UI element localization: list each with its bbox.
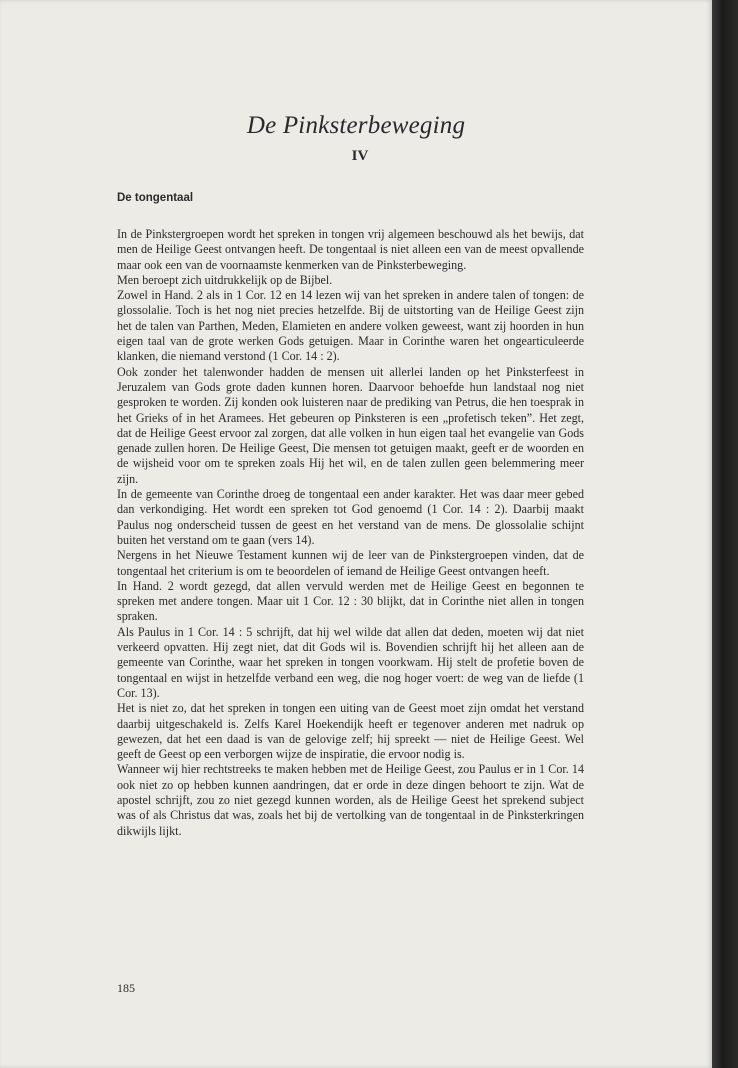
page-title: De Pinksterbeweging [246,112,466,139]
paragraph: Ook zonder het talenwonder hadden de mensen uit allerlei landen op het Pinksterfeest in Jeruzalem van Gods grote daden kunnen horen. Daarvoor behoefde hun landstaal nog niet gesproken te worden. Zij konden ook luisteren naar de prediking van Petrus, die hen toesprak in het Grieks of in het Aramees. Het gebeuren op Pinksteren is een „profetisch teken”. Het zegt, dat de Heilige Geest ervoor zal zorgen, dat alle volken in hun eigen taal het evangelie van Gods genade zullen horen. De Heilige Geest, Die mensen tot getuigen maakt, geeft er de woorden en de wijsheid voor om te spreken zoals Hij het wil, en de talen zullen geen belemmering meer zijn. [117,364,584,486]
section-heading: De tongentaal [117,192,194,204]
paragraph: In de Pinkstergroepen wordt het spreken in tongen vrij algemeen beschouwd als het bewijs, dat men de Heilige Geest ontvangen heeft. De tongentaal is niet alleen een van de meest opvallende maar ook een van de voornaamste kenmerken van de Pinksterbeweging. [117,227,584,272]
paragraph: Het is niet zo, dat het spreken in tongen een uiting van de Geest moet zijn omdat het verstand daarbij uitgeschakeld is. Zelfs Karel Hoekendijk heeft er tegenover anderen met nadruk op gewezen, dat het een daad is van de gelovige zelf; hij spreekt — niet de Heilige Geest. Wel geeft de Geest op een verborgen wijze de inspiratie, die ervoor nodig is. [117,701,584,762]
paragraph: In de gemeente van Corinthe droeg de tongentaal een ander karakter. Het was daar meer gebed dan verkondiging. Het wordt een spreken tot God genoemd (1 Cor. 14 : 2). Daarbij maakt Paulus nog onderscheid tussen de geest en het verstand van de mens. De glossolalie schijnt buiten het verstand om te gaan (vers 14). [117,487,584,547]
paragraph: Als Paulus in 1 Cor. 14 : 5 schrijft, dat hij wel wilde dat allen dat deden, moeten wij dat niet verkeerd opvatten. Hij zegt niet, dat dit Gods wil is. Bovendien schrijft hij het alleen aan de gemeente van Corinthe, waar het spreken in tongen voorkwam. Hij stelt de profetie boven de tongentaal en wijst in hetzelfde verband een weg, die nog hoger voert: de weg van de liefde (1 Cor. 13). [117,624,584,700]
paragraph: In Hand. 2 wordt gezegd, dat allen vervuld werden met de Heilige Geest en begonnen te spreken met andere tongen. Maar uit 1 Cor. 12 : 30 blijkt, dat in Corinthe niet allen in tongen spraken. [117,578,584,624]
page-number: 185 [117,981,135,995]
paragraph: Men beroept zich uitdrukkelijk op de Bijbel. [117,272,333,287]
paragraph: Zowel in Hand. 2 als in 1 Cor. 12 en 14 lezen wij van het spreken in andere talen of tongen: de glossolalie. Toch is het nog niet precies hetzelfde. Bij de uitstorting van de Heilige Geest zijn het de talen van Parthen, Meden, Elamieten en andere volken geweest, want zij hoorden in hun eigen taal van de grote werken Gods getuigen. Maar in Corinthe waren het ongearticuleerde klanken, die niemand verstond (1 Cor. 14 : 2). [117,288,584,364]
part-numeral: IV [351,148,369,164]
paragraph: Wanneer wij hier rechtstreeks te maken hebben met de Heilige Geest, zou Paulus er in 1 Cor. 14 ook niet zo op hebben kunnen aandringen, dat er orde in deze dingen behoort te zijn. Wat de apostel schrijft, zou zo niet gezegd kunnen worden, als de Heilige Geest het sprekend subject was of als Christus dat was, zoals het bij de vertolking van de tongentaal in de Pinksterkringen dikwijls lijkt. [117,762,584,838]
page-edge-shadow [712,0,738,1068]
paragraph: Nergens in het Nieuwe Testament kunnen wij de leer van de Pinkstergroepen vinden, dat de tongentaal het criterium is om te beoordelen of iemand de Heilige Geest ontvangen heeft. [117,548,584,578]
body-text [117,227,584,839]
